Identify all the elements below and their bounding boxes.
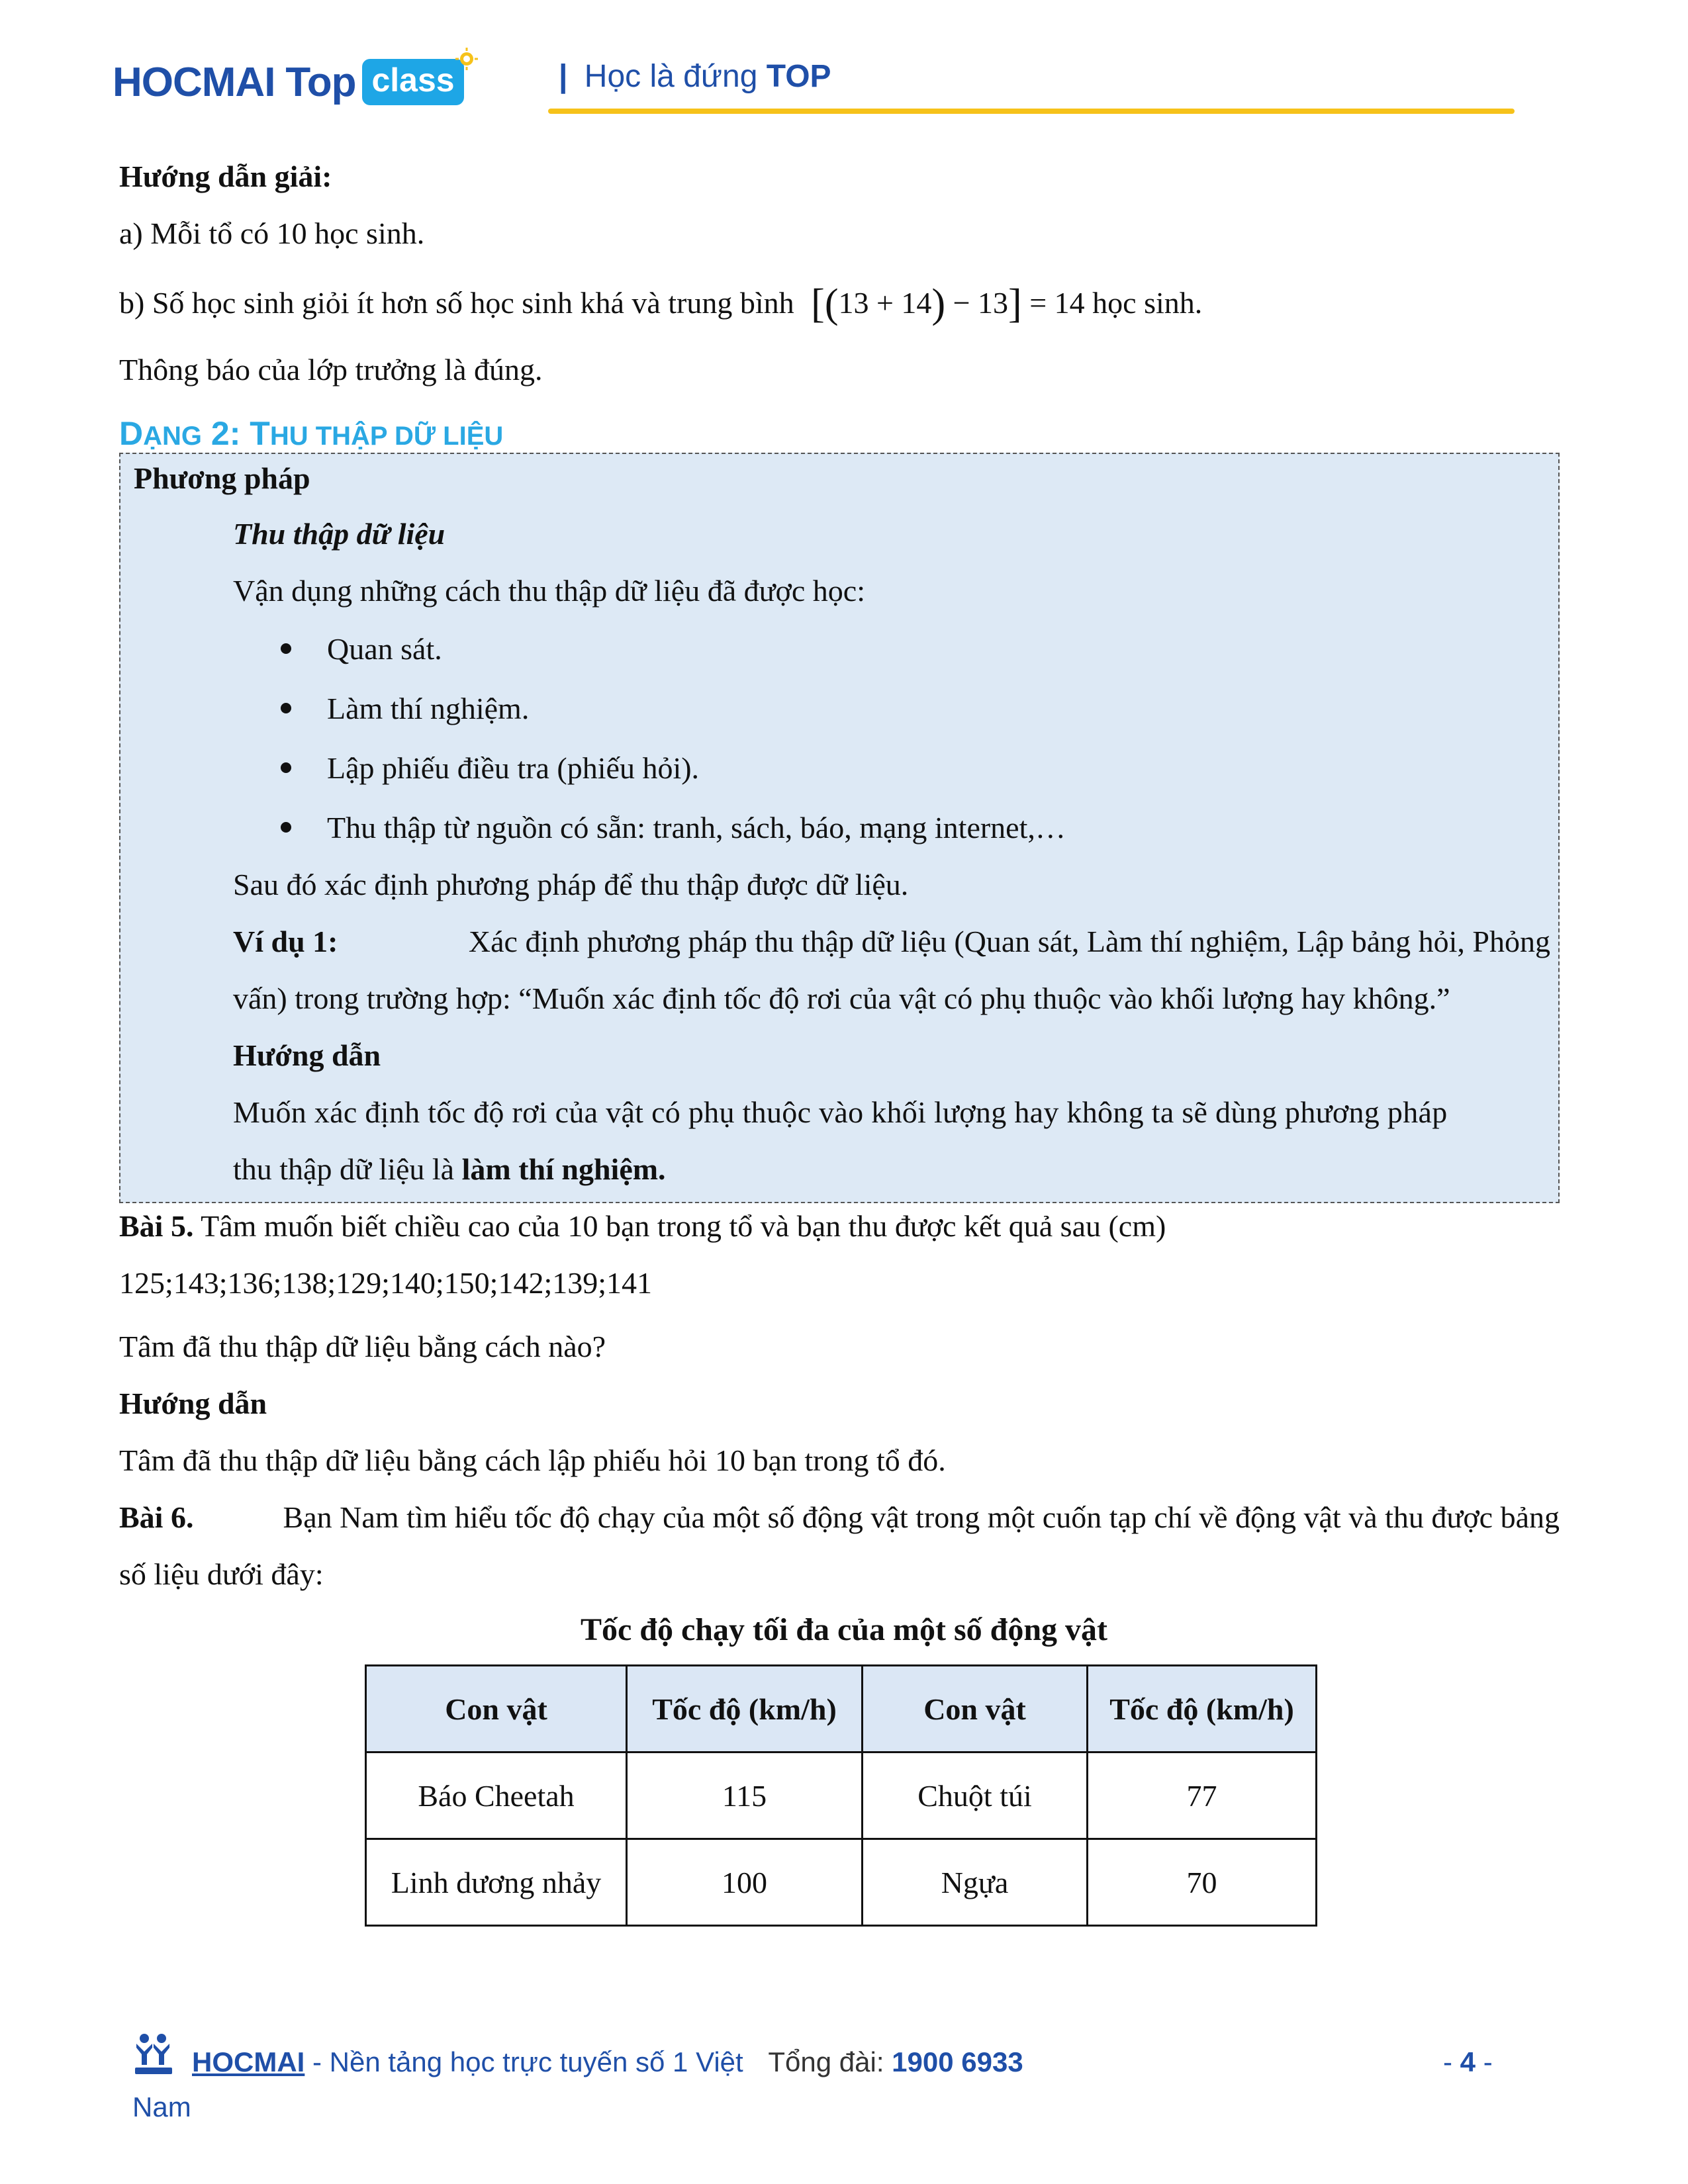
solution-part-b	[119, 283, 1202, 324]
solution-heading: Hướng dẫn giải:	[119, 159, 332, 193]
table-cell: 100	[627, 1839, 863, 1926]
solution-a-number: 10	[276, 216, 307, 250]
footer-line-2: Nam	[132, 2091, 191, 2122]
bai5-guide-heading: Hướng dẫn	[119, 1387, 267, 1420]
sun-icon	[455, 47, 479, 71]
logo-class-text: class	[371, 62, 455, 99]
table-cell: 70	[1088, 1839, 1317, 1926]
method-heading: Phương pháp	[134, 461, 310, 495]
table-header-cell: Tốc độ (km/h)	[627, 1666, 863, 1752]
table-title: Tốc độ chạy tối đa của một số động vật	[580, 1612, 1108, 1647]
footer-hotline: 1900 6933	[892, 2046, 1023, 2077]
expr-result: = 14	[1029, 286, 1085, 320]
bullet-text: Lập phiếu điều tra (phiếu hỏi).	[327, 751, 700, 785]
solution-a-prefix: a) Mỗi tổ có	[119, 216, 269, 250]
slogan-text: Học là đứng	[584, 59, 758, 94]
header-slogan	[559, 58, 831, 95]
header-divider	[548, 109, 1515, 114]
logo-class-badge	[362, 59, 463, 105]
footer-line	[192, 2046, 1023, 2078]
table-cell: Linh dương nhảy	[366, 1839, 627, 1926]
table-cell: Chuột túi	[863, 1752, 1088, 1839]
bullet-icon	[281, 643, 291, 654]
table-row	[366, 1752, 1317, 1839]
solution-b-expression: [(13 + 14) − 13] = 14	[811, 281, 1085, 326]
bullet-text: Thu thập từ nguồn có sẵn: tranh, sách, báo, mạng internet,…	[327, 811, 1066, 844]
bai5-prompt	[119, 1211, 1166, 1242]
expr-minus: − 13	[953, 286, 1009, 320]
logo-top: Top	[285, 59, 356, 105]
method-intro: Vận dụng những cách thu thập dữ liệu đã được học:	[233, 574, 865, 608]
footer-tagline: - Nền tảng học trực tuyến số 1 Việt	[312, 2046, 743, 2077]
method-bullet-4	[281, 813, 1066, 843]
method-subheading: Thu thập dữ liệu	[233, 517, 445, 551]
guide-line-2-bold: làm thí nghiệm.	[461, 1152, 666, 1186]
example-label: Ví dụ 1:	[233, 925, 338, 958]
solution-part-a	[119, 218, 424, 249]
table-row	[366, 1839, 1317, 1926]
guide-line-2-prefix: thu thập dữ liệu là	[233, 1152, 455, 1186]
section-title-d: D	[119, 415, 144, 452]
method-after: Sau đó xác định phương pháp để thu thập được dữ liệu.	[233, 868, 909, 901]
guide-line-1: Muốn xác định tốc độ rơi của vật có phụ thuộc vào khối lượng hay không ta sẽ dùng phương pháp	[233, 1095, 1448, 1129]
hocmai-people-icon	[131, 2032, 176, 2077]
bullet-text: Quan sát.	[327, 632, 442, 666]
hocmai-topclass-logo	[113, 56, 464, 109]
table-cell: 115	[627, 1752, 863, 1839]
method-bullet-1	[281, 634, 442, 664]
bai5-text: Tâm muốn biết chiều cao của 10 bạn trong tổ và bạn thu được kết quả sau (cm)	[201, 1209, 1166, 1243]
expr-inner: 13 + 14	[838, 286, 932, 320]
section-title	[119, 414, 503, 453]
bai5-answer: Tâm đã thu thập dữ liệu bằng cách lập phiếu hỏi 10 bạn trong tổ đó.	[119, 1443, 946, 1477]
section-title-rest: HU THẬP DỮ LIỆU	[269, 422, 504, 451]
bai5-question: Tâm đã thu thập dữ liệu bằng cách nào?	[119, 1330, 606, 1363]
bullet-icon	[281, 762, 291, 773]
example-text-1: Xác định phương pháp thu thập dữ liệu (Quan sát, Làm thí nghiệm, Lập bảng hỏi, Phỏng	[468, 925, 1550, 958]
table-cell: Ngựa	[863, 1839, 1088, 1926]
page-number-value: 4	[1460, 2046, 1476, 2077]
table-header-cell: Tốc độ (km/h)	[1088, 1666, 1317, 1752]
table-header-row	[366, 1666, 1317, 1752]
bai6-text: Bạn Nam tìm hiểu tốc độ chạy của một số động vật trong một cuốn tạp chí về động vật và thu được bảng	[283, 1500, 1560, 1534]
bai5-data: 125;143;136;138;129;140;150;142;139;141	[119, 1266, 653, 1300]
bullet-text: Làm thí nghiệm.	[327, 692, 530, 725]
bullet-icon	[281, 822, 291, 833]
example-line-1	[233, 927, 1550, 957]
solution-a-suffix: học sinh.	[314, 216, 425, 250]
guide-heading: Hướng dẫn	[233, 1038, 381, 1072]
bullet-icon	[281, 703, 291, 713]
bai6-line-2: số liệu dưới đây:	[119, 1557, 324, 1591]
page-suffix: -	[1483, 2046, 1493, 2077]
table-header-cell: Con vật	[366, 1666, 627, 1752]
section-title-num: 2: T	[211, 415, 270, 452]
solution-b-suffix: học sinh.	[1092, 286, 1203, 320]
guide-line-2	[233, 1154, 666, 1185]
method-bullet-3	[281, 753, 699, 784]
table-cell: Báo Cheetah	[366, 1752, 627, 1839]
example-line-2: vấn) trong trường hợp: “Muốn xác định tốc độ rơi của vật có phụ thuộc vào khối lượng hay không.”	[233, 981, 1450, 1015]
table-cell: 77	[1088, 1752, 1317, 1839]
method-bullet-2	[281, 694, 529, 724]
speed-table	[365, 1664, 1317, 1927]
page-prefix: -	[1443, 2046, 1452, 2077]
footer-hotline-label: Tổng đài:	[768, 2046, 884, 2077]
solution-b-prefix: b) Số học sinh giỏi ít hơn số học sinh khá và trung bình	[119, 286, 794, 320]
bai5-label: Bài 5.	[119, 1209, 194, 1243]
page-number	[1443, 2046, 1493, 2078]
section-title-ang: ẠNG	[143, 422, 202, 451]
solution-conclusion: Thông báo của lớp trưởng là đúng.	[119, 353, 543, 387]
table-header-cell: Con vật	[863, 1666, 1088, 1752]
footer-brand-link[interactable]: HOCMAI	[192, 2046, 305, 2077]
bai6-label: Bài 6.	[119, 1500, 194, 1534]
logo-brand: HOCMAI	[113, 59, 275, 105]
slogan-emphasis: TOP	[766, 59, 831, 94]
slogan-separator: |	[559, 59, 568, 94]
bai6-line-1	[119, 1502, 1560, 1533]
